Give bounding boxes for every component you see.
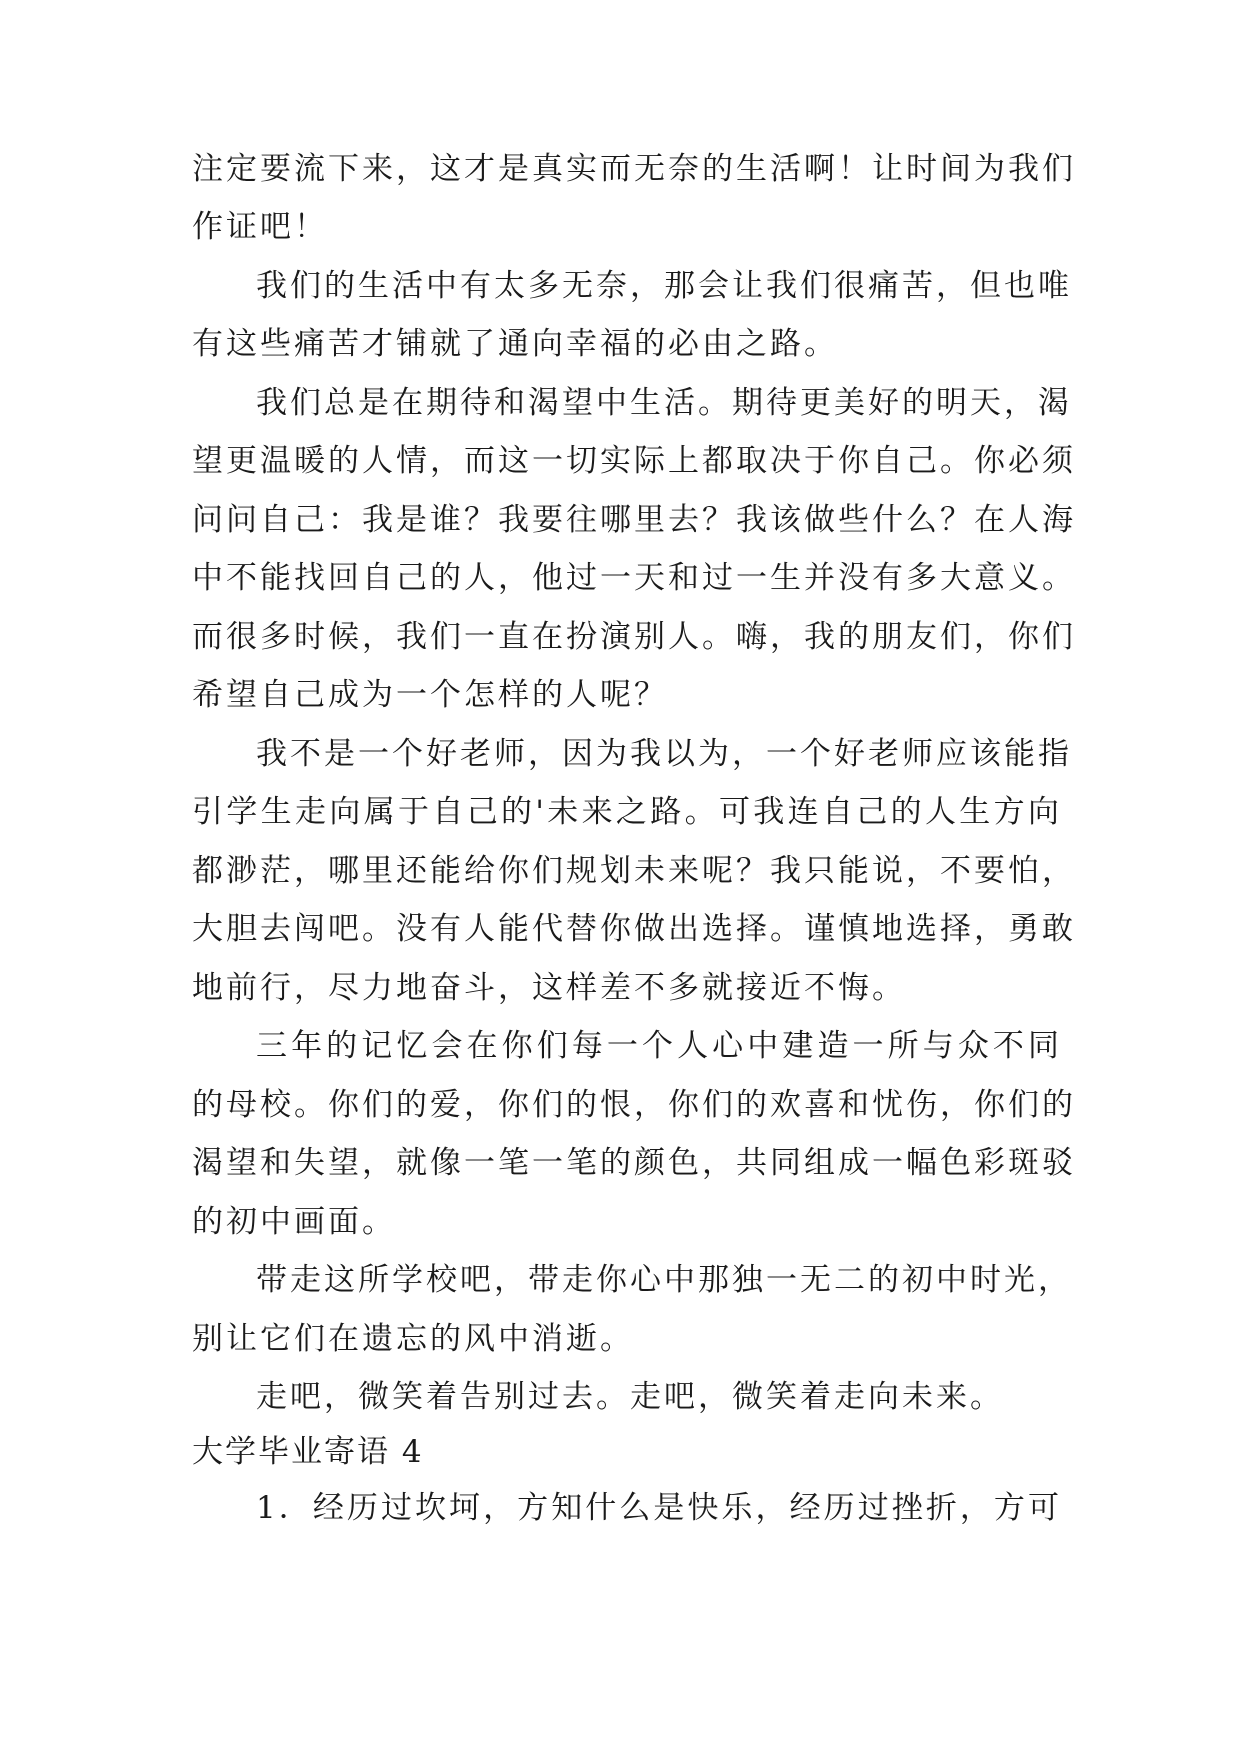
text-line: 望更温暖的人情，而这一切实际上都取决于你自己。你必须 — [192, 443, 1076, 479]
text-line: 的初中画面。 — [192, 1204, 396, 1240]
text-line: 的母校。你们的爱，你们的恨，你们的欢喜和忧伤，你们的 — [192, 1087, 1076, 1123]
text-line: 地前行，尽力地奋斗，这样差不多就接近不悔。 — [192, 970, 906, 1006]
list-item: 1．经历过坎坷，方知什么是快乐，经历过挫折，方可 — [256, 1490, 1062, 1526]
text-line: 都渺茫，哪里还能给你们规划未来呢？我只能说，不要怕， — [192, 853, 1076, 889]
text-line: 作证吧！ — [192, 209, 328, 245]
paragraph-first-line: 走吧，微笑着告别过去。走吧，微笑着走向未来。 — [256, 1379, 1004, 1415]
paragraph-first-line: 我不是一个好老师，因为我以为，一个好老师应该能指 — [256, 736, 1072, 772]
text-line: 有这些痛苦才铺就了通向幸福的必由之路。 — [192, 326, 838, 362]
text-line: 而很多时候，我们一直在扮演别人。嗨，我的朋友们，你们 — [192, 619, 1076, 655]
text-line: 别让它们在遗忘的风中消逝。 — [192, 1321, 634, 1357]
text-line: 渴望和失望，就像一笔一笔的颜色，共同组成一幅色彩斑驳 — [192, 1145, 1076, 1181]
text-line: 中不能找回自己的人，他过一天和过一生并没有多大意义。 — [192, 560, 1076, 596]
text-line: 引学生走向属于自己的'未来之路。可我连自己的人生方向 — [192, 794, 1062, 830]
paragraph-first-line: 我们总是在期待和渴望中生活。期待更美好的明天，渴 — [256, 385, 1072, 421]
text-line: 希望自己成为一个怎样的人呢？ — [192, 677, 668, 713]
section-title: 大学毕业寄语 4 — [192, 1434, 424, 1470]
paragraph-first-line: 我们的生活中有太多无奈，那会让我们很痛苦，但也唯 — [256, 268, 1072, 304]
paragraph-first-line: 三年的记忆会在你们每一个人心中建造一所与众不同 — [256, 1028, 1062, 1064]
text-line: 问问自己：我是谁？我要往哪里去？我该做些什么？在人海 — [192, 502, 1076, 538]
paragraph-first-line: 带走这所学校吧，带走你心中那独一无二的初中时光， — [256, 1262, 1072, 1298]
text-line: 大胆去闯吧。没有人能代替你做出选择。谨慎地选择，勇敢 — [192, 911, 1076, 947]
text-line: 注定要流下来，这才是真实而无奈的生活啊！让时间为我们 — [192, 151, 1076, 187]
